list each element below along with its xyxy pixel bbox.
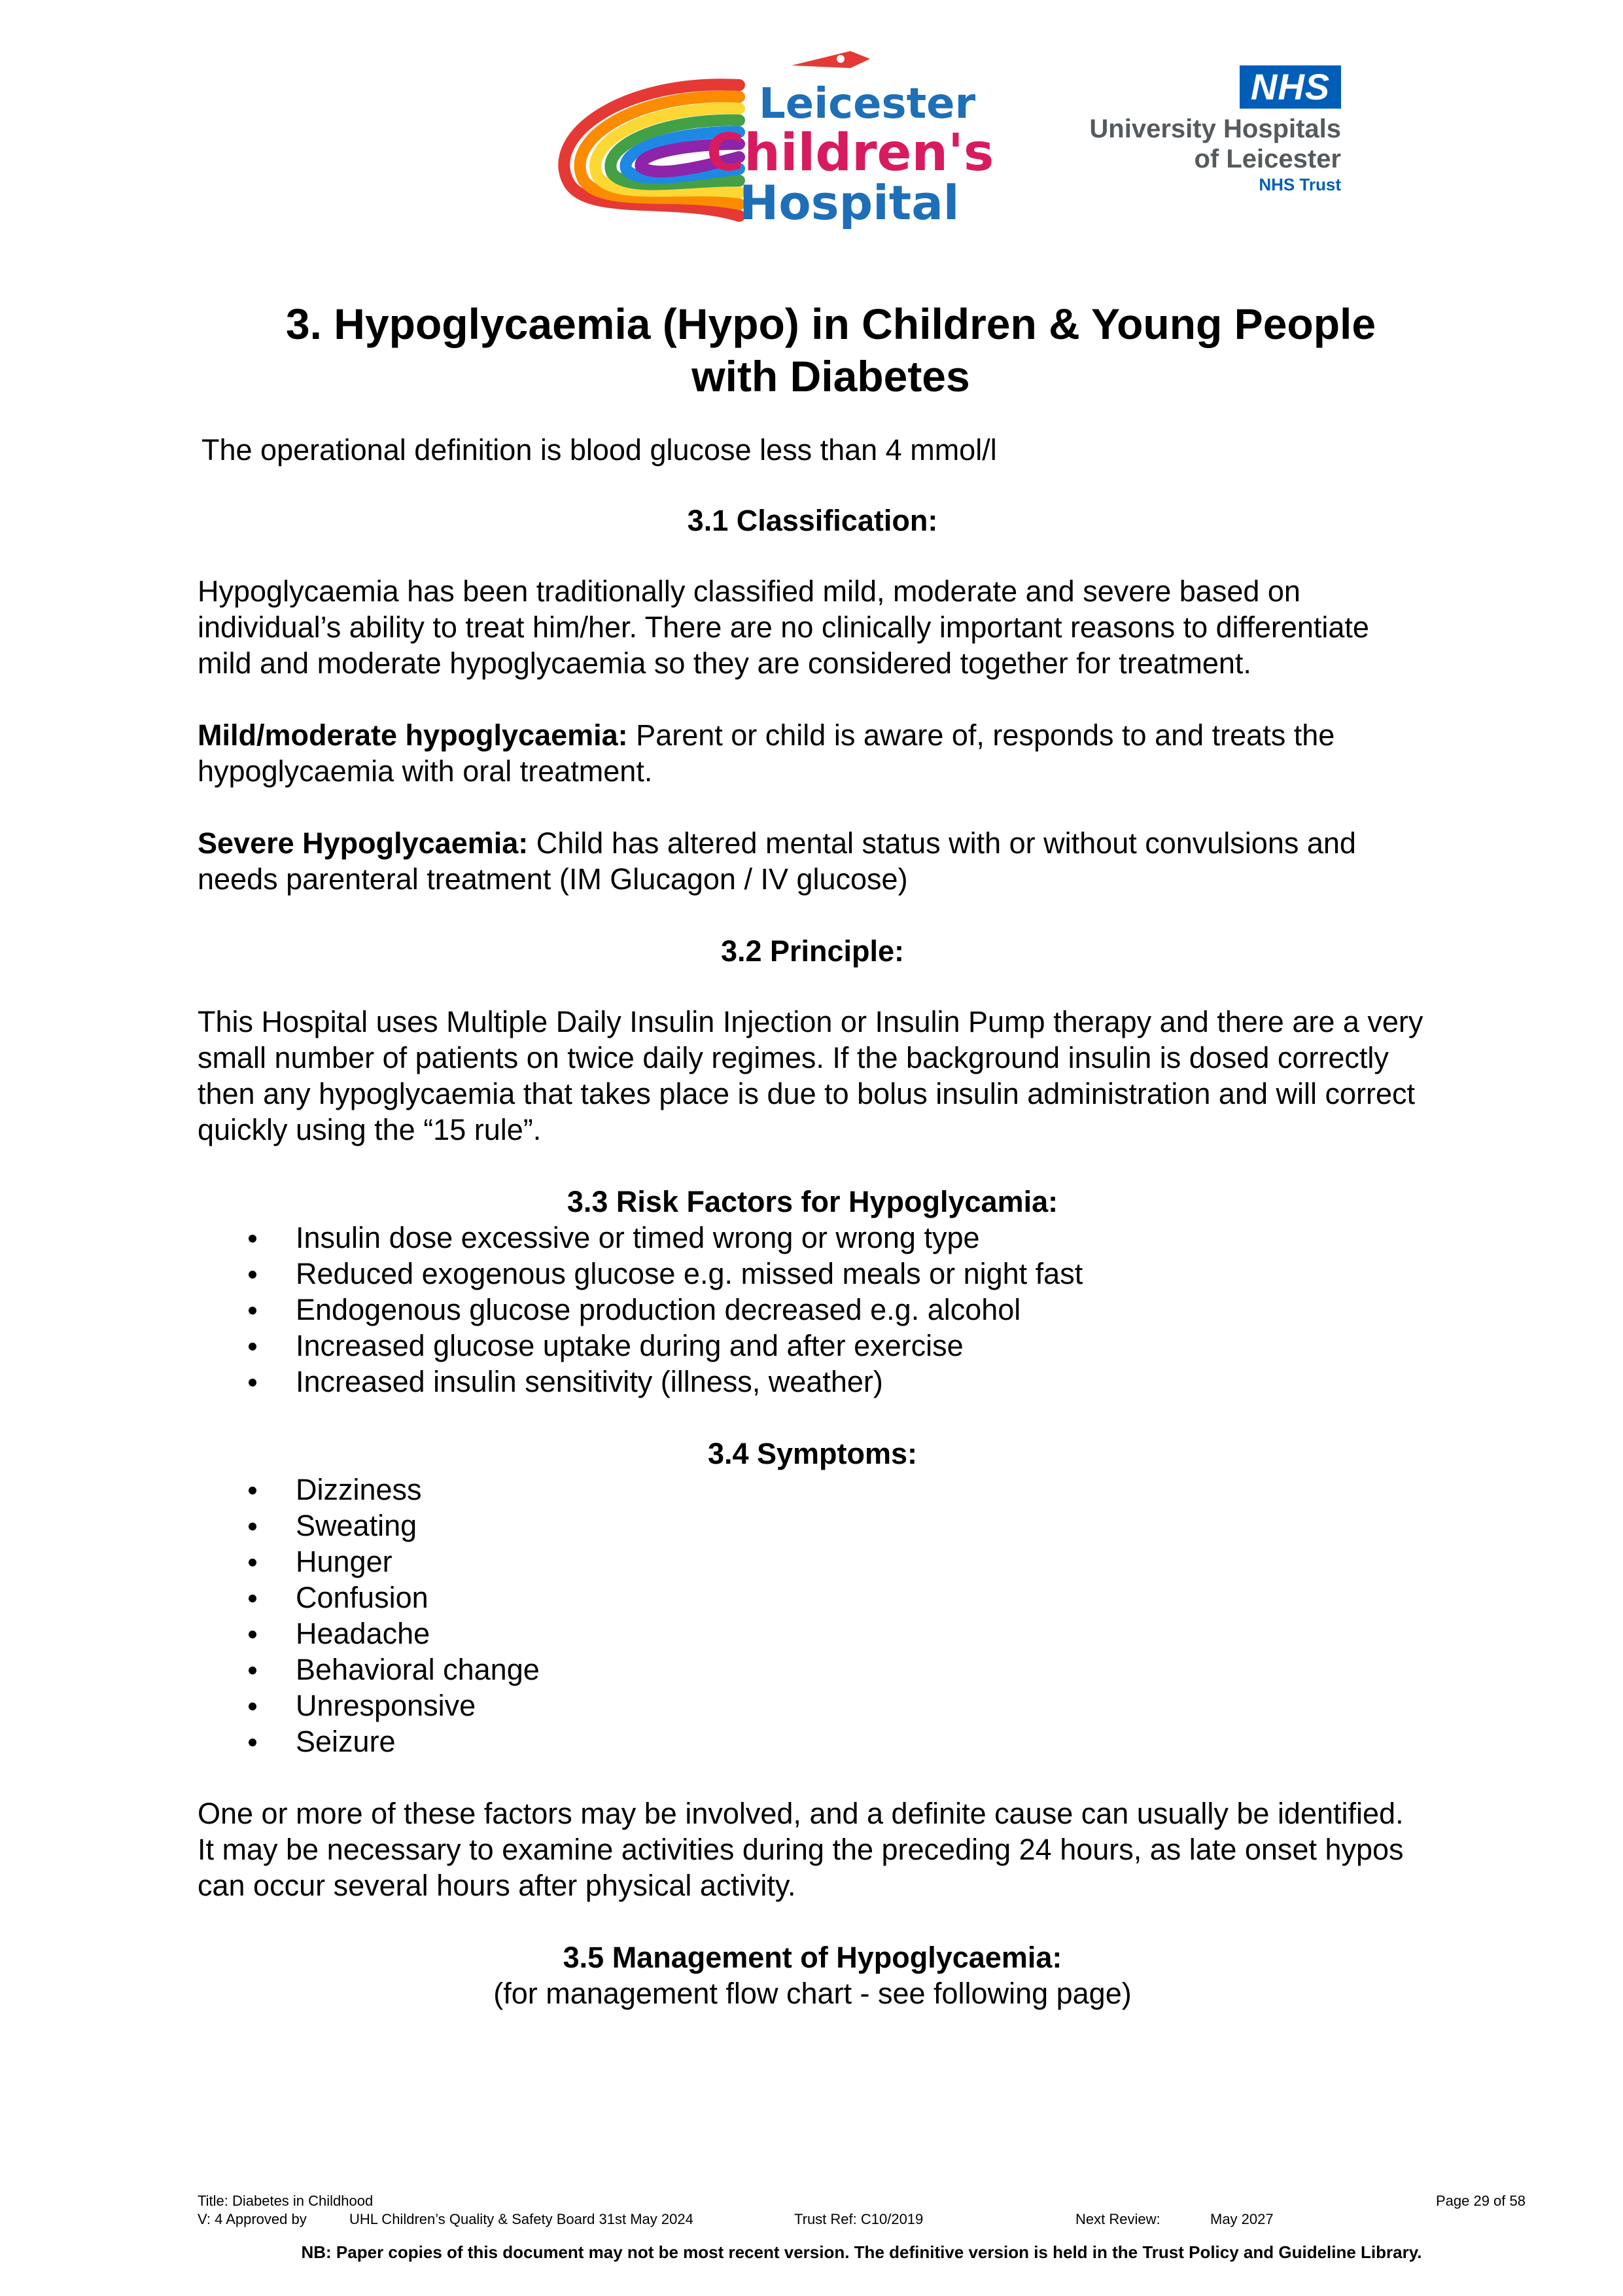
list-item-text: Endogenous glucose production decreased e.g. alcohol [296, 1293, 1021, 1326]
rocket-icon [792, 51, 870, 68]
logo-text-childrens: Children's [707, 124, 994, 183]
footer-row-2 [198, 2210, 1526, 2229]
severe-text: Child has altered mental status with or without convulsions and needs parenteral treatment (IM Glucagon / IV glucose) [198, 826, 1356, 896]
mild-moderate-label: Mild/moderate hypoglycaemia: [198, 718, 628, 752]
list-item-text: Unresponsive [296, 1689, 476, 1722]
logo-text-leicester: Leicester [759, 80, 976, 128]
list-item-text: Sweating [296, 1509, 417, 1542]
bullet-icon [249, 1523, 256, 1530]
bullet-icon [249, 1271, 256, 1279]
list-item-text: Hunger [296, 1545, 393, 1578]
title-line-2: with Diabetes [691, 352, 970, 400]
list-item [198, 1616, 1427, 1651]
bullet-icon [249, 1703, 256, 1710]
footer-paper-copy-note: NB: Paper copies of this document may not be most recent version. The definitive version is held in the Trust Policy and Guideline Library. [301, 2242, 1422, 2262]
header-logos [0, 0, 1623, 262]
list-item [198, 1256, 1427, 1292]
severe-label: Severe Hypoglycaemia: [198, 826, 529, 860]
list-item-text: Seizure [296, 1725, 396, 1758]
logo-text-hospital: Hospital [739, 175, 960, 230]
classification-paragraph: Hypoglycaemia has been traditionally classified mild, moderate and severe based on individual’s ability to treat him/her. There are no clinically important reasons to differentiate mild and moderate hypoglycaemia so they are considered together for treatment. [198, 574, 1369, 680]
section-3-4-heading: 3.4 Symptoms: [707, 1437, 918, 1470]
list-item [198, 1544, 1427, 1580]
nhs-line-3: NHS Trust [1259, 175, 1341, 194]
list-item-text: Dizziness [296, 1473, 422, 1506]
list-item [198, 1580, 1427, 1616]
list-item [198, 1220, 1427, 1256]
page-footer [198, 2192, 1526, 2261]
bullet-icon [249, 1487, 256, 1494]
section-3-3-heading: 3.3 Risk Factors for Hypoglycamia: [567, 1185, 1058, 1218]
bullet-icon [249, 1307, 256, 1315]
nhs-line-1: University Hospitals [1089, 115, 1341, 143]
footer-page-number: Page 29 of 58 [1435, 2193, 1526, 2209]
list-item-text: Behavioral change [296, 1653, 540, 1686]
bullet-icon [249, 1667, 256, 1674]
list-item-text: Reduced exogenous glucose e.g. missed meals or night fast [296, 1257, 1083, 1290]
bullet-icon [249, 1631, 256, 1638]
bullet-icon [249, 1559, 256, 1566]
footer-row-1 [198, 2192, 1526, 2210]
list-item [198, 1292, 1427, 1328]
list-item [198, 1723, 1427, 1759]
nhs-line-2: of Leicester [1194, 145, 1341, 173]
list-item-text: Increased glucose uptake during and after exercise [296, 1329, 964, 1362]
footer-approved-by: UHL Children’s Quality & Safety Board 31st May 2024 [349, 2211, 693, 2227]
list-item-text: Increased insulin sensitivity (illness, weather) [296, 1365, 883, 1398]
bullet-icon [249, 1595, 256, 1602]
intro-definition: The operational definition is blood glucose less than 4 mmol/l [201, 433, 997, 467]
nhs-logo [1066, 65, 1341, 196]
list-item [198, 1472, 1427, 1508]
footer-trust-ref: Trust Ref: C10/2019 [794, 2211, 924, 2227]
page-title [196, 298, 1465, 402]
list-item [198, 1651, 1427, 1687]
nhs-trust-name [1089, 114, 1341, 195]
nhs-badge: NHS [1240, 65, 1341, 109]
management-note: (for management flow chart - see following page) [493, 1977, 1132, 2010]
list-item [198, 1328, 1427, 1364]
severe-definition [198, 825, 1427, 897]
list-item [198, 1364, 1427, 1400]
footer-next-review-label: Next Review: [1075, 2211, 1161, 2227]
footer-version: V: 4 Approved by [198, 2211, 307, 2227]
document-body [198, 432, 1427, 2011]
list-item [198, 1508, 1427, 1544]
factors-paragraph: One or more of these factors may be involved, and a definite cause can usually be identified. It may be necessary to examine activities during the preceding 24 hours, as late onset hypos can occur several hours after physical activity. [198, 1797, 1404, 1902]
risk-factors-list [198, 1220, 1427, 1400]
title-line-1: 3. Hypoglycaemia (Hypo) in Children & Young People [285, 300, 1376, 348]
list-item [198, 1687, 1427, 1723]
mild-moderate-text: Parent or child is aware of, responds to and treats the hypoglycaemia with oral treatment. [198, 718, 1335, 788]
bullet-icon [249, 1235, 256, 1243]
bullet-icon [249, 1343, 256, 1351]
bullet-icon [249, 1739, 256, 1746]
footer-doc-title: Title: Diabetes in Childhood [198, 2193, 374, 2209]
section-3-5-heading: 3.5 Management of Hypoglycaemia: [563, 1941, 1062, 1974]
bullet-icon [249, 1379, 256, 1386]
section-3-1-heading: 3.1 Classification: [687, 504, 938, 537]
leicester-childrens-hospital-logo [543, 39, 1001, 249]
section-3-2-heading: 3.2 Principle: [720, 934, 905, 968]
mild-moderate-definition [198, 717, 1427, 789]
symptoms-list [198, 1472, 1427, 1759]
list-item-text: Insulin dose excessive or timed wrong or wrong type [296, 1221, 980, 1254]
list-item-text: Confusion [296, 1581, 428, 1614]
principle-paragraph: This Hospital uses Multiple Daily Insulin Injection or Insulin Pump therapy and there are a very small number of patients on twice daily regimes. If the background insulin is dosed correctly then any hypoglycaemia that takes place is due to bolus insulin administration and will correct quickly using the “15 rule”. [198, 1005, 1423, 1146]
list-item-text: Headache [296, 1617, 430, 1650]
footer-next-review-date: May 2027 [1210, 2211, 1274, 2227]
